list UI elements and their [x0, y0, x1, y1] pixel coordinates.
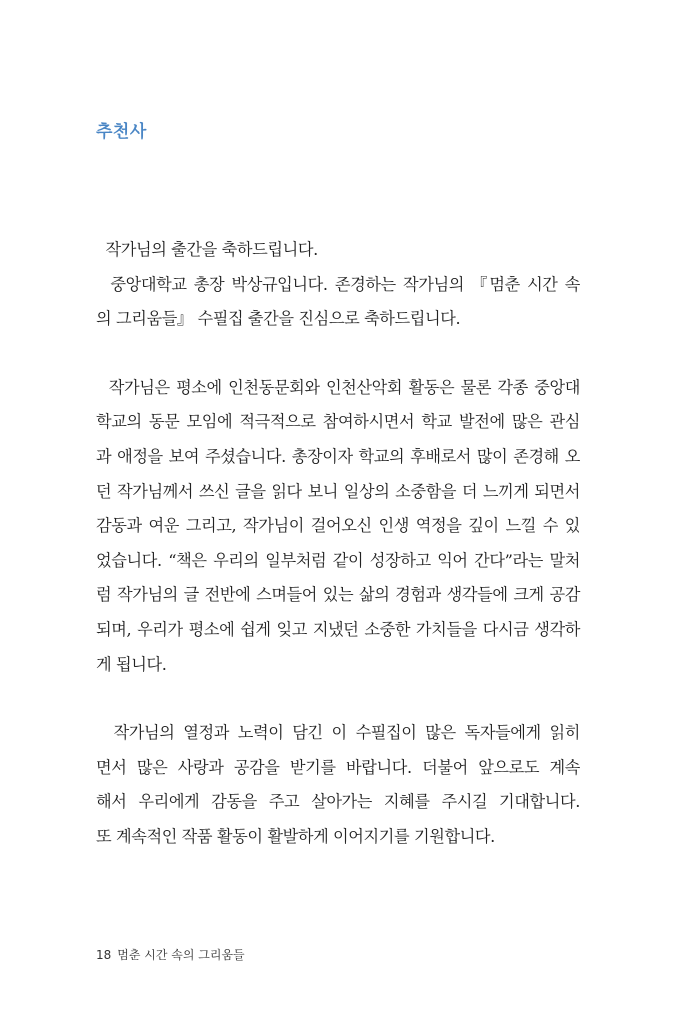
- text-line: 감동과 여운 그리고, 작가님이 걸어오신 인생 역정을 깊이 느낄 수 있: [96, 516, 580, 536]
- paragraph-1: [96, 233, 580, 268]
- text-line: 또 계속적인 작품 활동이 활발하게 이어지기를 기원합니다.: [96, 826, 495, 846]
- text-line: 해서 우리에게 감동을 주고 살아가는 지혜를 주시길 기대합니다.: [96, 792, 580, 812]
- text-line: 의 그리움들』 수필집 출간을 진심으로 축하드립니다.: [96, 309, 461, 329]
- text-line: 면서 많은 사랑과 공감을 받기를 바랍니다. 더불어 앞으로도 계속: [96, 757, 580, 777]
- text-line: 중앙대학교 총장 박상규입니다. 존경하는 작가님의 『멈춘 시간 속: [96, 274, 580, 294]
- page-footer: [96, 946, 245, 963]
- text-line: 되며, 우리가 평소에 쉽게 잊고 지냈던 소중한 가치들을 다시금 생각하: [96, 619, 580, 639]
- text-line: 던 작가님께서 쓰신 글을 읽다 보니 일상의 소중함을 더 느끼게 되면서: [96, 481, 580, 501]
- running-title: 멈춘 시간 속의 그리움들: [117, 948, 245, 962]
- paragraph-4: [96, 716, 580, 854]
- page-number: 18: [96, 948, 112, 962]
- body-text: [96, 233, 580, 889]
- section-title: 추천사: [96, 122, 147, 142]
- text-line: 학교의 동문 모임에 적극적으로 참여하시면서 학교 발전에 많은 관심: [96, 412, 580, 432]
- text-line: 과 애정을 보여 주셨습니다. 총장이자 학교의 후배로서 많이 존경해 오: [96, 446, 580, 466]
- text-line: 작가님의 출간을 축하드립니다.: [96, 240, 318, 259]
- paragraph-2: [96, 268, 580, 337]
- text-line: 었습니다. “책은 우리의 일부처럼 같이 성장하고 익어 간다”라는 말처: [96, 550, 580, 570]
- text-line: 작가님은 평소에 인천동문회와 인천산악회 활동은 물론 각종 중앙대: [96, 377, 580, 397]
- text-line: 작가님의 열정과 노력이 담긴 이 수필집이 많은 독자들에게 읽히: [96, 723, 580, 743]
- text-line: 럼 작가님의 글 전반에 스며들어 있는 삶의 경험과 생각들에 크게 공감: [96, 585, 580, 605]
- paragraph-3: [96, 371, 580, 682]
- text-line: 게 됩니다.: [96, 654, 167, 674]
